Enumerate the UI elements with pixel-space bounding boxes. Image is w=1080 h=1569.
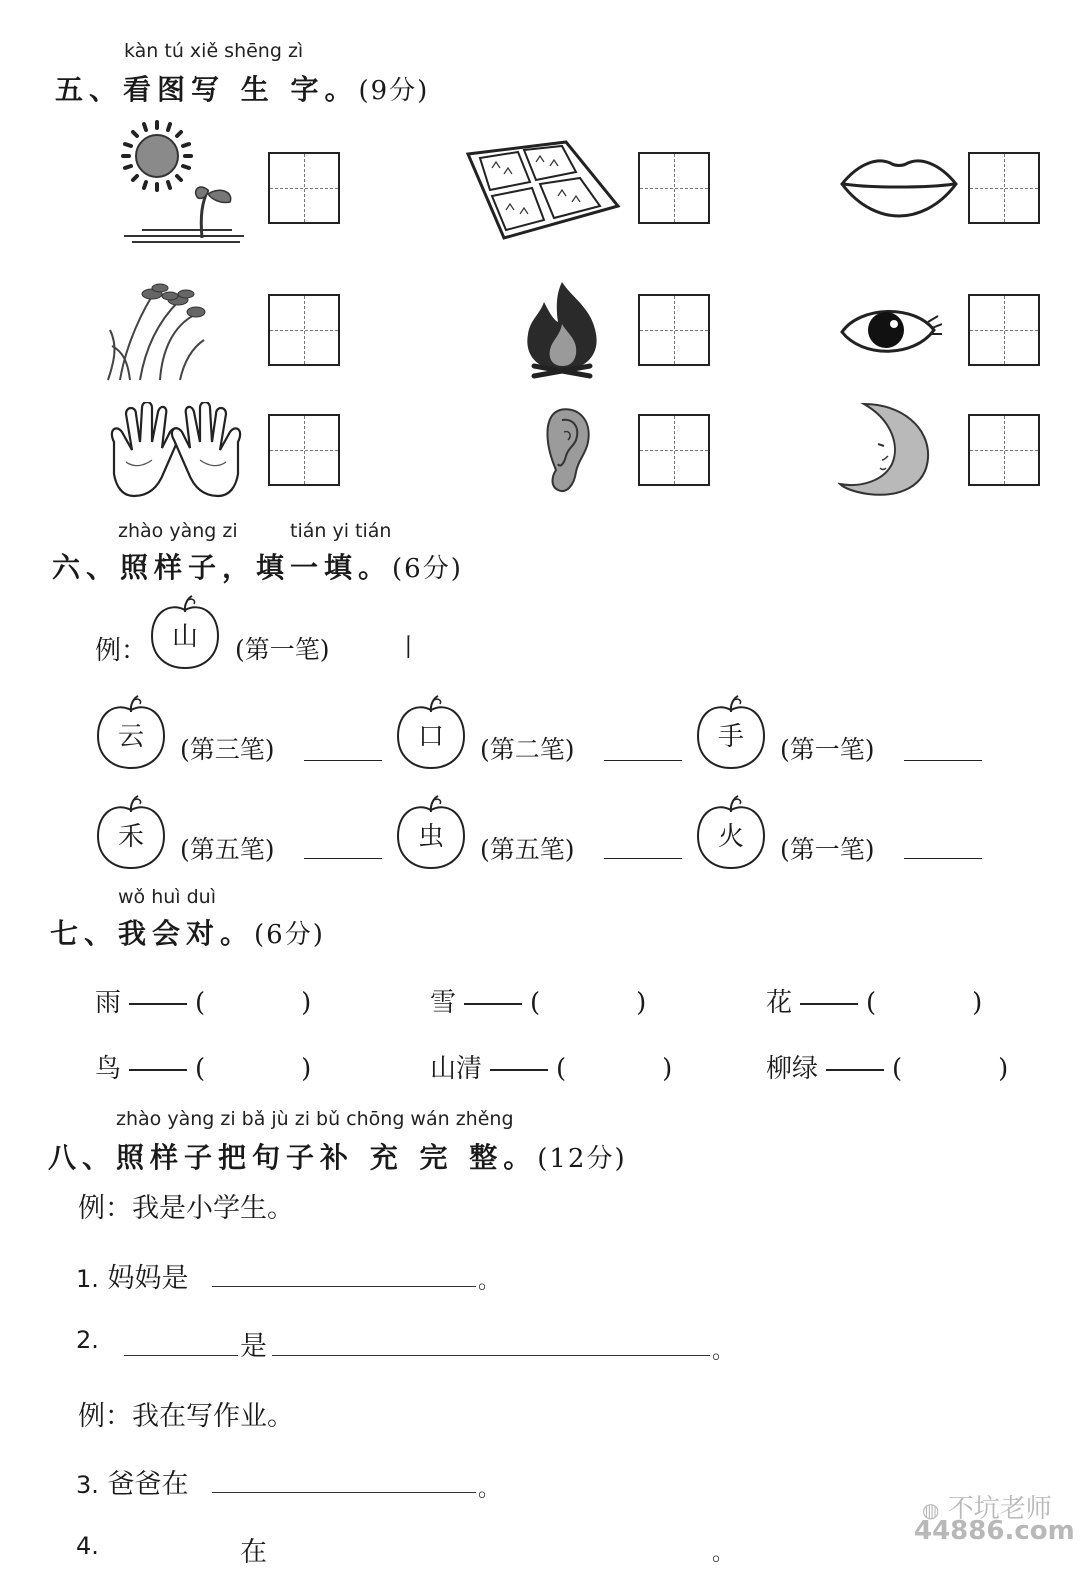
dash (129, 1069, 187, 1071)
sentence-num: 4. (76, 1532, 99, 1560)
stroke-label: (第一笔) (780, 835, 875, 864)
sec8-title-text: 八、照样子把句子补 充 完 整。 (48, 1141, 538, 1174)
sentence-2 (76, 1324, 99, 1355)
pair-item-3 (766, 982, 982, 1019)
open-paren: ( (892, 1054, 903, 1084)
moon-icon (838, 400, 932, 498)
sec6-example-answer: 丨 (396, 633, 422, 662)
sentence-num: 2. (76, 1326, 99, 1354)
apple-item-3 (696, 694, 766, 770)
period: 。 (478, 1477, 501, 1502)
apple-char: 虫 (417, 822, 444, 852)
pair-word: 山清 (430, 1054, 483, 1084)
sec6-pinyin-b: tián yi tián (290, 520, 392, 542)
sentence-text: 妈妈是 (107, 1263, 189, 1294)
pair-word: 雨 (95, 988, 122, 1018)
stroke-label: (第二笔) (480, 735, 575, 764)
pair-item-6 (766, 1048, 1008, 1085)
close-paren: ) (998, 1054, 1009, 1084)
pair-item-5 (430, 1048, 672, 1085)
dash (490, 1069, 548, 1071)
ear-icon (546, 406, 592, 494)
answer-blank-1[interactable] (304, 760, 382, 761)
stroke-label: (第一笔) (780, 735, 875, 764)
sec8-example-1: 例：我是小学生。 (78, 1193, 294, 1224)
answer-box-7[interactable] (268, 414, 340, 486)
apple-example-char: 山 (171, 622, 198, 652)
pair-word: 雪 (430, 988, 457, 1018)
dash (826, 1069, 884, 1071)
pair-word: 鸟 (95, 1054, 122, 1084)
sec6-example-label: 例： (95, 636, 148, 666)
answer-blank-6[interactable] (904, 858, 982, 859)
apple-char: 云 (117, 722, 144, 752)
pair-item-4 (95, 1048, 311, 1085)
sentence-4 (76, 1530, 99, 1561)
answer-box-1[interactable] (268, 152, 340, 224)
close-paren: ) (301, 988, 312, 1018)
apple-item-6 (696, 794, 766, 870)
pair-word: 柳绿 (766, 1054, 819, 1084)
mouth-icon (838, 150, 960, 222)
sec6-title-text: 六、照样子，填一填。 (52, 551, 393, 584)
pair-item-2 (430, 982, 646, 1019)
sec8-pinyin: zhào yàng zi bǎ jù zi bǔ chōng wán zhěng (116, 1108, 514, 1130)
fire-icon (520, 278, 604, 382)
apple-item-5 (396, 794, 466, 870)
sentence-3 (76, 1462, 189, 1501)
sentence-1-blank[interactable] (212, 1286, 476, 1287)
sun-sprout-icon (112, 116, 252, 251)
sentence-4-mid: 在 (240, 1537, 267, 1568)
pair-item-1 (95, 982, 311, 1019)
sentence-2-blank-a[interactable] (124, 1355, 238, 1356)
dash (129, 1003, 187, 1005)
sentence-1 (76, 1256, 189, 1295)
sec6-example-stroke: (第一笔) (235, 635, 330, 664)
answer-box-9[interactable] (968, 414, 1040, 486)
pair-word: 花 (766, 988, 793, 1018)
answer-box-5[interactable] (638, 294, 710, 366)
open-paren: ( (195, 988, 206, 1018)
dash (800, 1003, 858, 1005)
sec7-title (50, 912, 325, 952)
period: 。 (712, 1541, 735, 1566)
close-paren: ) (972, 988, 983, 1018)
wechat-icon: ◍ (922, 1498, 940, 1522)
field-icon (462, 138, 622, 244)
close-paren: ) (301, 1054, 312, 1084)
apple-char: 手 (717, 722, 744, 752)
sec5-score: (9分) (358, 76, 430, 106)
sentence-num: 1. (76, 1265, 99, 1293)
sec7-title-text: 七、我会对。 (50, 917, 255, 950)
hands-icon (104, 402, 248, 500)
open-paren: ( (530, 988, 541, 1018)
open-paren: ( (556, 1054, 567, 1084)
sec5-title (55, 68, 429, 108)
apple-char: 口 (417, 722, 444, 752)
open-paren: ( (195, 1054, 206, 1084)
sec7-pinyin: wǒ huì duì (118, 886, 216, 908)
answer-box-8[interactable] (638, 414, 710, 486)
sec8-score: (12分) (537, 1144, 627, 1174)
rice-icon (100, 276, 210, 382)
answer-box-4[interactable] (268, 294, 340, 366)
sec8-example-2: 例：我在写作业。 (78, 1401, 294, 1432)
close-paren: ) (662, 1054, 673, 1084)
open-paren: ( (866, 988, 877, 1018)
sec6-title (52, 546, 463, 586)
apple-char: 禾 (117, 822, 144, 852)
answer-blank-3[interactable] (904, 760, 982, 761)
answer-box-3[interactable] (968, 152, 1040, 224)
apple-item-4 (96, 794, 166, 870)
sec6-pinyin-a: zhào yàng zi (118, 520, 238, 542)
sentence-num: 3. (76, 1471, 99, 1499)
sec5-pinyin: kàn tú xiě shēng zì (124, 40, 304, 62)
answer-blank-4[interactable] (304, 858, 382, 859)
apple-char: 火 (717, 822, 744, 852)
stroke-label: (第五笔) (480, 835, 575, 864)
period: 。 (478, 1269, 501, 1294)
stroke-label: (第五笔) (180, 835, 275, 864)
sec8-title (48, 1136, 627, 1176)
answer-box-2[interactable] (638, 152, 710, 224)
stroke-label: (第三笔) (180, 735, 275, 764)
apple-item-2 (396, 694, 466, 770)
sec7-score: (6分) (254, 920, 325, 950)
eye-icon (838, 300, 942, 362)
answer-box-6[interactable] (968, 294, 1040, 366)
sentence-3-blank[interactable] (212, 1492, 476, 1493)
answer-blank-5[interactable] (604, 858, 682, 859)
apple-example (150, 594, 220, 670)
close-paren: ) (636, 988, 647, 1018)
period: 。 (712, 1339, 735, 1364)
sentence-text: 爸爸在 (107, 1469, 189, 1500)
sentence-2-mid: 是 (240, 1331, 267, 1362)
dash (464, 1003, 522, 1005)
answer-blank-2[interactable] (604, 760, 682, 761)
watermark-text-1: 不坑老师 (947, 1494, 1052, 1524)
sentence-2-blank-b[interactable] (272, 1355, 710, 1356)
watermark-line2: 44886.com (914, 1516, 1075, 1546)
apple-item-1 (96, 694, 166, 770)
sec5-title-text: 五、看图写 生 字。 (55, 73, 359, 106)
sec6-score: (6分) (392, 554, 463, 584)
